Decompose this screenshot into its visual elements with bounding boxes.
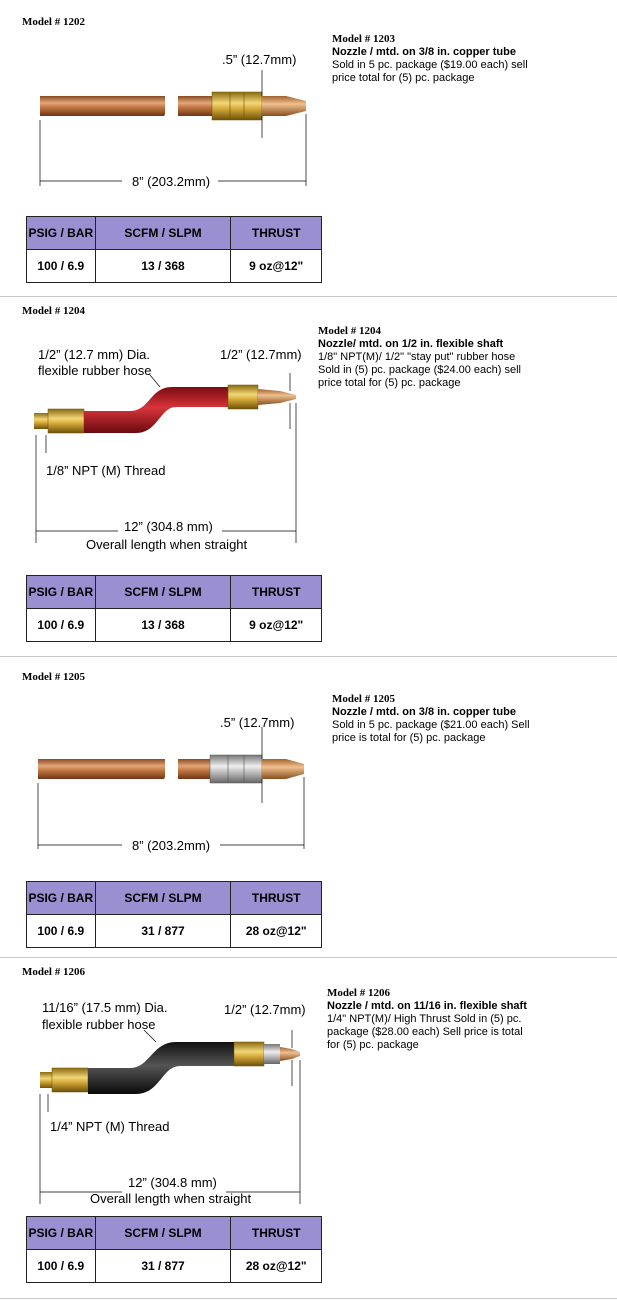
nozzle-dimension-label: .5” (12.7mm) [222, 52, 297, 67]
model-description [318, 325, 523, 390]
hose-description-label: flexible rubber hose [38, 363, 152, 378]
value-scfm: 13 / 368 [95, 609, 231, 642]
description-text: 1/8" NPT(M)/ 1/2" "stay put" rubber hose Sold in (5) pc. package ($24.00 each) sell price total for (5) pc. package [318, 351, 522, 389]
value-psig: 100 / 6.9 [27, 250, 96, 283]
model-section-1202 [0, 0, 617, 296]
description-title: Nozzle/ mtd. on 1/2 in. flexible shaft [318, 338, 504, 350]
value-psig: 100 / 6.9 [27, 609, 96, 642]
length-dimension-label: 12” (304.8 mm) [128, 1175, 217, 1190]
model-description [332, 33, 532, 85]
description-title: Nozzle / mtd. on 3/8 in. copper tube [332, 46, 516, 58]
spec-header-row [27, 576, 322, 609]
model-heading: Model # 1205 [22, 671, 85, 683]
value-psig: 100 / 6.9 [27, 1250, 96, 1283]
value-thrust: 9 oz@12" [231, 250, 322, 283]
model-heading: Model # 1202 [22, 16, 85, 28]
spec-table [26, 575, 322, 642]
value-scfm: 13 / 368 [95, 250, 231, 283]
header-thrust: THRUST [231, 217, 322, 250]
spec-header-row [27, 217, 322, 250]
value-psig: 100 / 6.9 [27, 915, 96, 948]
header-thrust: THRUST [231, 882, 322, 915]
section-divider [0, 1298, 617, 1299]
header-psig: PSIG / BAR [27, 1217, 96, 1250]
nozzle-dimension-label: 1/2” (12.7mm) [220, 347, 302, 362]
nozzle-drawing [0, 40, 330, 240]
description-model: Model # 1206 [327, 987, 390, 999]
header-scfm: SCFM / SLPM [95, 882, 231, 915]
header-thrust: THRUST [231, 1217, 322, 1250]
description-model: Model # 1203 [332, 33, 395, 45]
spec-table [26, 1216, 322, 1283]
model-section-1204 [0, 297, 617, 656]
header-psig: PSIG / BAR [27, 217, 96, 250]
spec-table [26, 881, 322, 948]
value-scfm: 31 / 877 [95, 1250, 231, 1283]
spec-header-row [27, 1217, 322, 1250]
header-scfm: SCFM / SLPM [95, 1217, 231, 1250]
header-scfm: SCFM / SLPM [95, 576, 231, 609]
spec-value-row [27, 250, 322, 283]
nozzle-dimension-label: 1/2” (12.7mm) [224, 1002, 306, 1017]
hose-description-label: flexible rubber hose [42, 1017, 156, 1032]
spec-value-row [27, 1250, 322, 1283]
description-text: 1/4" NPT(M)/ High Thrust Sold in (5) pc. package ($28.00 each) Sell price is total for (5) pc. package [327, 1013, 523, 1051]
value-scfm: 31 / 877 [95, 915, 231, 948]
length-dimension-label: 8” (203.2mm) [132, 174, 211, 189]
spec-table [26, 216, 322, 283]
spec-value-row [27, 609, 322, 642]
description-model: Model # 1205 [332, 693, 395, 705]
model-heading: Model # 1204 [22, 305, 85, 317]
value-thrust: 9 oz@12" [231, 609, 322, 642]
length-note-label: Overall length when straight [86, 537, 248, 552]
header-thrust: THRUST [231, 576, 322, 609]
description-title: Nozzle / mtd. on 11/16 in. flexible shaft [327, 1000, 527, 1012]
length-note-label: Overall length when straight [90, 1191, 252, 1206]
value-thrust: 28 oz@12" [231, 1250, 322, 1283]
length-dimension-label: 8” (203.2mm) [132, 838, 211, 853]
description-title: Nozzle / mtd. on 3/8 in. copper tube [332, 706, 516, 718]
thread-label: 1/8” NPT (M) Thread [46, 463, 166, 478]
header-psig: PSIG / BAR [27, 882, 96, 915]
model-section-1206 [0, 958, 617, 1298]
hose-dimension-label: 1/2” (12.7 mm) Dia. [38, 347, 150, 362]
value-thrust: 28 oz@12" [231, 915, 322, 948]
model-description [332, 693, 532, 745]
header-scfm: SCFM / SLPM [95, 217, 231, 250]
model-heading: Model # 1206 [22, 966, 85, 978]
model-section-1205 [0, 657, 617, 957]
spec-header-row [27, 882, 322, 915]
spec-value-row [27, 915, 322, 948]
thread-label: 1/4” NPT (M) Thread [50, 1119, 170, 1134]
description-text: Sold in 5 pc. package ($21.00 each) Sell price is total for (5) pc. package [332, 719, 530, 744]
description-model: Model # 1204 [318, 325, 381, 337]
model-description [327, 987, 527, 1052]
length-dimension-label: 12” (304.8 mm) [124, 519, 213, 534]
nozzle-dimension-label: .5” (12.7mm) [220, 715, 295, 730]
description-text: Sold in 5 pc. package ($19.00 each) sell price total for (5) pc. package [332, 59, 528, 84]
header-psig: PSIG / BAR [27, 576, 96, 609]
hose-dimension-label: 11/16” (17.5 mm) Dia. [42, 1000, 168, 1015]
